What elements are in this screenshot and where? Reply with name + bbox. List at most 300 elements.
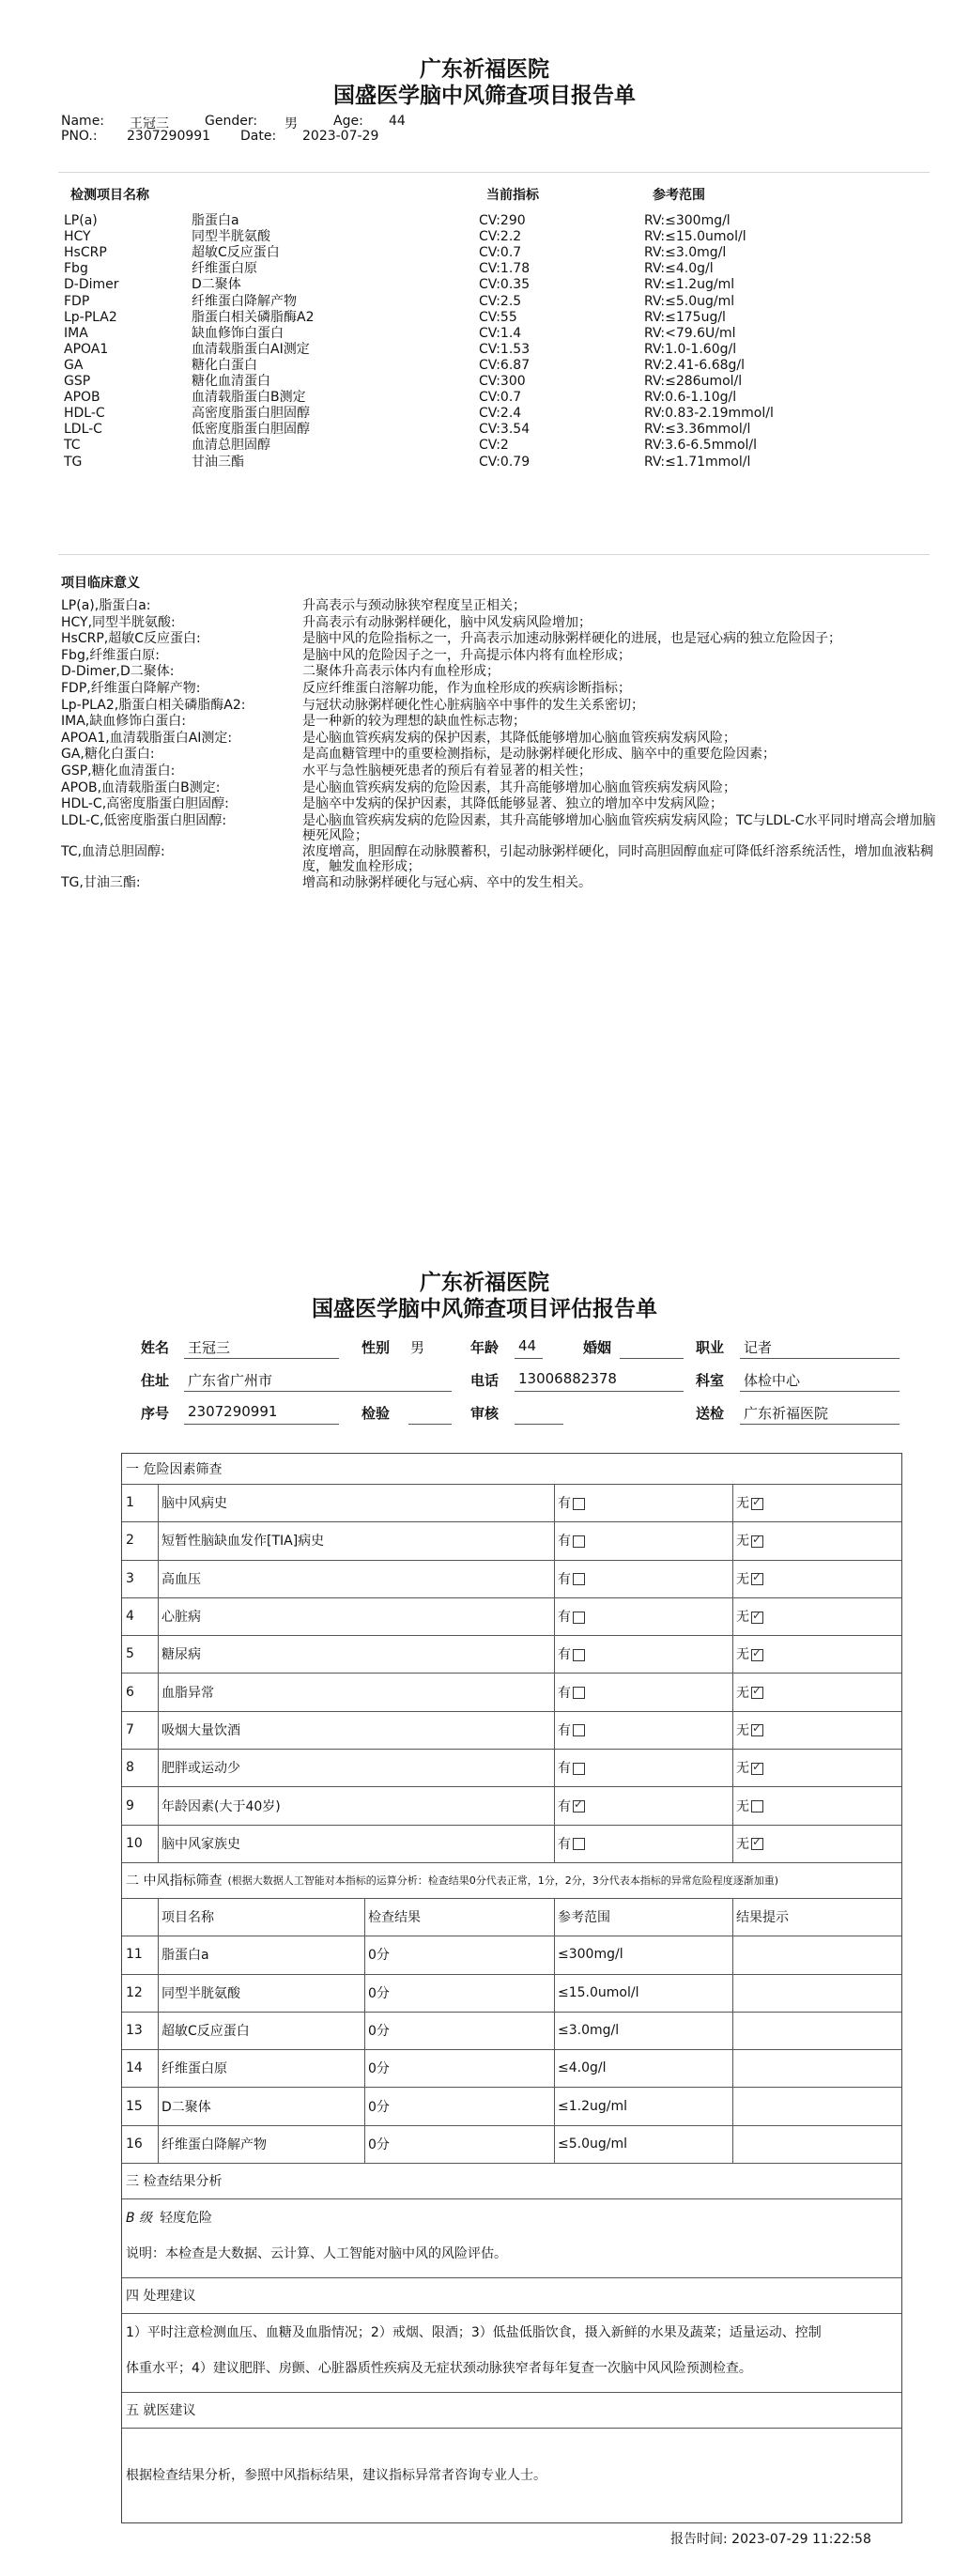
current-value: CV:55	[479, 309, 517, 325]
ind-no	[122, 2012, 158, 2049]
no-checkbox[interactable]	[751, 1800, 763, 1812]
yes-checkbox[interactable]	[573, 1838, 585, 1850]
ind-no	[122, 2088, 158, 2125]
indicator-header-row	[122, 1898, 901, 1936]
item-name: 低密度脂蛋白胆固醇	[192, 422, 310, 438]
ind-hint	[732, 1974, 901, 2012]
current-value: CV:0.7	[479, 245, 522, 261]
ind-result	[364, 2049, 552, 2087]
info-name-label: 姓名	[141, 1339, 170, 1356]
ind-ref	[554, 1936, 732, 1973]
meaning-text: 反应纤维蛋白溶解功能，作为血栓形成的疾病诊断指标；	[302, 681, 631, 696]
risk-no-option-text: 无	[736, 1798, 749, 1814]
no-checkbox[interactable]	[751, 1687, 763, 1699]
ind-hint	[732, 1936, 901, 1973]
risk-no-option	[732, 1786, 901, 1824]
risk-yes-text: 有	[558, 1534, 571, 1550]
meaning-key: TG,甘油三酯:	[61, 874, 141, 890]
item-name: 超敏C反应蛋白	[192, 245, 280, 261]
risk-row	[122, 1597, 901, 1636]
ind-ref	[554, 2088, 732, 2125]
item-code: Lp-PLA2	[64, 309, 117, 325]
reference-value: RV:0.6-1.10g/l	[644, 390, 737, 406]
risk-name-text: 年龄因素(大于40岁)	[162, 1798, 281, 1814]
item-code: LP(a)	[64, 213, 98, 228]
ind-col-result-text: 检查结果	[368, 1910, 421, 1926]
risk-no-option-text: 无	[736, 1647, 749, 1663]
indicator-row	[122, 2012, 901, 2050]
item-code: APOA1	[64, 341, 109, 357]
reference-value: RV:≤175ug/l	[644, 309, 726, 325]
risk-name	[158, 1484, 533, 1521]
ind-hint	[732, 2125, 901, 2163]
meaning-key: LDL-C,低密度脂蛋白胆固醇:	[61, 812, 227, 828]
info-phone-label: 电话	[470, 1372, 500, 1389]
divider	[58, 554, 930, 555]
risk-no-option	[732, 1635, 901, 1673]
risk-yes	[554, 1674, 732, 1711]
risk-row	[122, 1786, 901, 1825]
item-name: 血清载脂蛋白B测定	[192, 390, 306, 406]
risk-no-option-text: 无	[736, 1722, 749, 1738]
risk-no-option	[732, 1521, 901, 1559]
col-item-header: 检测项目名称	[70, 188, 149, 203]
current-value: CV:6.87	[479, 357, 531, 373]
meaning-key: FDP,纤维蛋白降解产物:	[61, 681, 201, 696]
risk-name-text: 脑中风家族史	[162, 1836, 240, 1852]
section-title-text: 五 就医建议	[126, 2403, 196, 2419]
risk-no-option-text: 无	[736, 1534, 749, 1550]
meaning-text: 二聚体升高表示体内有血栓形成；	[302, 664, 500, 680]
meaning-text: 升高表示与颈动脉狭窄程度呈正相关；	[302, 598, 526, 613]
risk-name-text: 肥胖或运动少	[162, 1761, 240, 1777]
item-code: TC	[64, 438, 81, 454]
meaning-text: 是脑卒中发病的保护因素，其降低能够显著、独立的增加卒中发病风险；	[302, 796, 723, 812]
item-name: 血清总胆固醇	[192, 438, 270, 454]
current-value: CV:3.54	[479, 422, 531, 438]
current-value: CV:1.53	[479, 341, 531, 357]
info-address-value: 广东省广州市	[188, 1372, 273, 1389]
risk-row	[122, 1825, 901, 1863]
ind-ref-text: ≤3.0mg/l	[558, 2023, 620, 2039]
ind-ref-text: ≤1.2ug/ml	[558, 2098, 627, 2114]
risk-yes	[554, 1560, 732, 1597]
risk-no-text: 1	[126, 1495, 134, 1511]
section-title-text: 二 中风指标筛查	[126, 1874, 223, 1889]
ind-col-name-text: 项目名称	[162, 1910, 214, 1926]
risk-no-option	[732, 1484, 901, 1521]
ind-no-text: 12	[126, 1984, 143, 2000]
reference-value: RV:2.41-6.68g/l	[644, 357, 746, 373]
item-name: 缺血修饰白蛋白	[192, 325, 284, 341]
risk-no	[122, 1635, 158, 1673]
meaning-key: LP(a),脂蛋白a:	[61, 598, 151, 613]
ind-result	[364, 2088, 552, 2125]
risk-no-option-text: 无	[736, 1761, 749, 1777]
indicator-row	[122, 2125, 901, 2164]
ind-name	[158, 2049, 364, 2087]
risk-no-option	[732, 1749, 901, 1786]
risk-yes	[554, 1786, 732, 1824]
risk-yes-text: 有	[558, 1496, 571, 1512]
info-serial-value: 2307290991	[188, 1403, 278, 1420]
risk-name-text: 糖尿病	[162, 1647, 201, 1663]
section-title	[122, 2392, 901, 2428]
item-name: 糖化血清蛋白	[192, 374, 270, 389]
item-code: LDL-C	[64, 422, 102, 438]
ind-name	[158, 2125, 364, 2163]
meaning-text: 是心脑血管疾病发病的保护因素，其降低能够增加心脑血管疾病发病风险；	[302, 730, 736, 746]
risk-no-text: 2	[126, 1533, 134, 1549]
risk-row	[122, 1711, 901, 1750]
yes-checkbox[interactable]	[573, 1724, 585, 1736]
risk-yes-text: 有	[558, 1722, 571, 1738]
section-title	[122, 1454, 901, 1484]
ind-name-text: 纤维蛋白原	[162, 2061, 227, 2077]
section-title-text: 一 危险因素筛查	[126, 1462, 223, 1477]
ind-name-text: 纤维蛋白降解产物	[162, 2136, 267, 2152]
ind-name-text: 超敏C反应蛋白	[162, 2024, 250, 2040]
item-name: 脂蛋白a	[192, 213, 239, 228]
ind-hint	[732, 2012, 901, 2049]
section-title	[122, 2163, 901, 2198]
info-dept-label: 科室	[696, 1372, 725, 1389]
ind-name	[158, 2012, 364, 2049]
risk-yes	[554, 1597, 732, 1635]
meaning-text: 水平与急性脑梗死患者的预后有着显著的相关性；	[302, 764, 592, 779]
item-code: HDL-C	[64, 406, 105, 422]
risk-no-option	[732, 1825, 901, 1862]
assessment-table	[121, 1453, 902, 2523]
info-marriage-label: 婚姻	[583, 1339, 612, 1356]
ind-no	[122, 2125, 158, 2163]
info-gender-value: 男	[410, 1339, 425, 1356]
ind-ref-text: ≤300mg/l	[558, 1947, 623, 1963]
no-checkbox[interactable]	[751, 1535, 763, 1548]
age-label: Age:	[333, 114, 363, 129]
ind-no	[122, 2049, 158, 2087]
meaning-text: 浓度增高，胆固醇在动脉膜蓄积，引起动脉粥样硬化，同时高胆固醇血症可降低纤溶系统活性，增加血液粘稠度，触发血栓形成；	[302, 843, 933, 874]
item-code: GSP	[64, 374, 91, 389]
info-dept-value: 体检中心	[744, 1372, 801, 1389]
current-value: CV:0.7	[479, 390, 522, 406]
meaning-key: HsCRP,超敏C反应蛋白:	[61, 631, 201, 647]
yes-checkbox[interactable]	[573, 1573, 585, 1585]
yes-checkbox[interactable]	[573, 1649, 585, 1661]
current-value: CV:2.5	[479, 293, 522, 309]
ind-col-result	[364, 1898, 552, 1936]
ind-no	[122, 1974, 158, 2012]
ind-result-text: 0分	[368, 1985, 390, 2001]
current-value: CV:2.2	[479, 229, 522, 245]
ind-col-name	[158, 1898, 364, 1936]
info-serial-label: 序号	[141, 1405, 170, 1422]
risk-yes-text: 有	[558, 1647, 571, 1663]
no-checkbox[interactable]	[751, 1724, 763, 1736]
info-name-value: 王冠三	[188, 1339, 231, 1356]
meaning-key: HDL-C,高密度脂蛋白胆固醇:	[61, 796, 229, 812]
risk-name	[158, 1635, 533, 1673]
ind-name-text: D二聚体	[162, 2099, 211, 2115]
hospital-name-2: 广东祈福医院	[420, 1271, 549, 1295]
risk-row	[122, 1560, 901, 1598]
current-value: CV:1.78	[479, 261, 531, 277]
risk-name	[158, 1786, 533, 1824]
yes-checkbox[interactable]	[573, 1800, 585, 1812]
info-age-value: 44	[518, 1337, 537, 1354]
reference-value: RV:≤1.2ug/ml	[644, 277, 735, 293]
risk-no	[122, 1749, 158, 1786]
analysis-block	[122, 2198, 901, 2278]
meaning-key: IMA,缺血修饰白蛋白:	[61, 714, 186, 730]
risk-no-option-text: 无	[736, 1610, 749, 1626]
item-name: 高密度脂蛋白胆固醇	[192, 406, 310, 422]
risk-yes	[554, 1711, 732, 1749]
risk-name	[158, 1674, 533, 1711]
risk-yes-text: 有	[558, 1571, 571, 1587]
risk-yes	[554, 1749, 732, 1786]
item-name: D二聚体	[192, 277, 241, 293]
ind-ref-text: ≤15.0umol/l	[558, 1984, 639, 2000]
risk-no-option-text: 无	[736, 1685, 749, 1701]
reference-value: RV:<79.6U/ml	[644, 325, 736, 341]
risk-name	[158, 1560, 533, 1597]
meaning-text: 是脑中风的危险因子之一，升高提示体内将有血栓形成；	[302, 647, 631, 663]
ind-result-text: 0分	[368, 2136, 390, 2152]
ind-col-hint	[732, 1898, 901, 1936]
gender-value: 男	[285, 116, 298, 131]
risk-row	[122, 1521, 901, 1560]
medical-advice-row	[122, 2428, 901, 2521]
ind-name-text: 同型半胱氨酸	[162, 1985, 240, 2001]
reference-value: RV:≤15.0umol/l	[644, 229, 746, 245]
risk-grade	[126, 2208, 212, 2227]
risk-row	[122, 1484, 901, 1522]
risk-no-option	[732, 1560, 901, 1597]
meaning-text: 是一种新的较为理想的缺血性标志物；	[302, 714, 526, 730]
meaning-key: GSP,糖化血清蛋白:	[61, 764, 176, 779]
ind-ref-text: ≤5.0ug/ml	[558, 2136, 627, 2152]
meaning-key: Lp-PLA2,脂蛋白相关磷脂酶A2:	[61, 697, 246, 713]
no-checkbox[interactable]	[751, 1573, 763, 1585]
risk-yes	[554, 1521, 732, 1559]
risk-no	[122, 1674, 158, 1711]
no-checkbox[interactable]	[751, 1763, 763, 1775]
yes-checkbox[interactable]	[573, 1687, 585, 1699]
no-checkbox[interactable]	[751, 1649, 763, 1661]
meaning-key: APOB,血清载脂蛋白B测定:	[61, 779, 221, 795]
report-title-2: 国盛医学脑中风筛查项目评估报告单	[312, 1297, 657, 1321]
ind-result-text: 0分	[368, 2061, 390, 2077]
ind-no-text: 13	[126, 2023, 143, 2039]
grade-text: 轻度危险	[160, 2211, 213, 2227]
info-age-label: 年龄	[470, 1339, 500, 1356]
risk-no-option-text: 无	[736, 1496, 749, 1512]
reference-value: RV:≤300mg/l	[644, 213, 731, 228]
risk-row	[122, 1635, 901, 1674]
risk-no-text: 4	[126, 1609, 134, 1625]
name-value: 王冠三	[130, 116, 169, 131]
risk-name	[158, 1749, 533, 1786]
report-time: 报告时间: 2023-07-29 11:22:58	[670, 2532, 871, 2547]
meaning-key: D-Dimer,D二聚体:	[61, 664, 175, 680]
item-code: HCY	[64, 229, 91, 245]
ind-name	[158, 1974, 364, 2012]
risk-no-text: 10	[126, 1835, 143, 1851]
current-value: CV:1.4	[479, 325, 522, 341]
ind-col-ref-text: 参考范围	[558, 1910, 610, 1926]
current-value: CV:2.4	[479, 406, 522, 422]
ind-name-text: 脂蛋白a	[162, 1948, 209, 1964]
item-code: IMA	[64, 325, 88, 341]
risk-name	[158, 1597, 533, 1635]
advice-line: 体重水平；4）建议肥胖、房颤、心脏器质性疾病及无症状颈动脉狭窄者每年复查一次脑中风风险预测检查。	[126, 2361, 752, 2377]
reference-value: RV:0.83-2.19mmol/l	[644, 406, 774, 422]
col-current-header: 当前指标	[486, 188, 539, 203]
risk-name-text: 心脏病	[162, 1610, 201, 1626]
ind-hint	[732, 2049, 901, 2087]
current-value: CV:0.35	[479, 277, 531, 293]
ind-ref-text: ≤4.0g/l	[558, 2060, 607, 2076]
section-title	[122, 2277, 901, 2313]
ind-ref	[554, 1974, 732, 2012]
advice-block	[122, 2313, 901, 2393]
risk-no	[122, 1711, 158, 1749]
indicator-row	[122, 1936, 901, 1974]
section-indicator-title	[122, 1862, 901, 1899]
item-code: APOB	[64, 390, 100, 406]
risk-no-option	[732, 1711, 901, 1749]
ind-result	[364, 1936, 552, 1973]
no-checkbox[interactable]	[751, 1612, 763, 1624]
info-phone-value: 13006882378	[518, 1370, 617, 1387]
ind-no-text: 15	[126, 2098, 143, 2114]
risk-yes-text: 有	[558, 1836, 571, 1852]
advice-line: 1）平时注意检测血压、血糖及血脂情况；2）戒烟、限酒；3）低盐低脂饮食，摄入新鲜的水果及蔬菜；适量运动、控制	[126, 2325, 822, 2341]
yes-checkbox[interactable]	[573, 1763, 585, 1775]
meaning-text: 是心脑血管疾病发病的危险因素，其升高能够增加心脑血管疾病发病风险；	[302, 779, 736, 795]
hospital-name: 广东祈福医院	[420, 57, 549, 82]
indicator-row	[122, 1974, 901, 2013]
indicator-row	[122, 2049, 901, 2088]
ind-result-text: 0分	[368, 2099, 390, 2115]
info-review-label: 审核	[470, 1405, 500, 1422]
item-name: 甘油三酯	[192, 454, 244, 470]
yes-checkbox[interactable]	[573, 1498, 585, 1510]
meaning-title: 项目临床意义	[61, 576, 140, 591]
item-code: GA	[64, 357, 84, 373]
item-code: FDP	[64, 293, 90, 309]
no-checkbox[interactable]	[751, 1838, 763, 1850]
current-value: CV:290	[479, 213, 526, 228]
item-code: D-Dimer	[64, 277, 119, 293]
risk-name-text: 血脂异常	[162, 1685, 214, 1701]
section-analysis-title	[122, 2163, 901, 2199]
risk-yes-text: 有	[558, 1761, 571, 1777]
ind-name	[158, 1936, 364, 1973]
item-name: 糖化白蛋白	[192, 357, 257, 373]
risk-yes-text: 有	[558, 1610, 571, 1626]
item-name: 纤维蛋白原	[192, 261, 257, 277]
divider	[58, 172, 930, 173]
indicator-row	[122, 2088, 901, 2126]
ind-ref	[554, 2049, 732, 2087]
item-code: HsCRP	[64, 245, 107, 261]
info-inspect-label: 检验	[361, 1405, 391, 1422]
ind-result	[364, 1974, 552, 2012]
ind-ref	[554, 2012, 732, 2049]
item-code: TG	[64, 454, 83, 470]
ind-no-text: 16	[126, 2136, 143, 2152]
risk-name-text: 短暂性脑缺血发作[TIA]病史	[162, 1534, 325, 1550]
info-address-label: 住址	[141, 1372, 170, 1389]
reference-value: RV:≤5.0ug/ml	[644, 293, 735, 309]
risk-yes	[554, 1484, 732, 1521]
risk-yes	[554, 1825, 732, 1862]
section-note: (根据大数据人工智能对本指标的运算分析：检查结果0分代表正常，1分，2分，3分代表本指标的异常危险程度逐渐加重)	[227, 1874, 779, 1887]
ind-result	[364, 2012, 552, 2049]
info-gender-label: 性别	[361, 1339, 391, 1356]
ind-result	[364, 2125, 552, 2163]
risk-no-option-text: 无	[736, 1571, 749, 1587]
risk-no-option-text: 无	[736, 1836, 749, 1852]
current-value: CV:300	[479, 374, 526, 389]
current-value: CV:0.79	[479, 454, 531, 470]
ind-no-text: 14	[126, 2060, 143, 2076]
analysis-text: 说明：本检查是大数据、云计算、人工智能对脑中风的风险评估。	[126, 2246, 507, 2262]
name-label: Name:	[61, 114, 105, 129]
risk-no	[122, 1521, 158, 1559]
risk-yes-text: 有	[558, 1798, 571, 1814]
section-title	[122, 1862, 901, 1898]
date-label: Date:	[240, 129, 277, 144]
meaning-text: 是高血糖管理中的重要检测指标，是动脉粥样硬化形成、脑卒中的重要危险因素；	[302, 747, 776, 763]
risk-name-text: 高血压	[162, 1571, 201, 1587]
reference-value: RV:≤3.0mg/l	[644, 245, 727, 261]
ind-no-text: 11	[126, 1947, 143, 1963]
reference-value: RV:3.6-6.5mmol/l	[644, 438, 758, 454]
risk-row	[122, 1749, 901, 1787]
reference-value: RV:≤286umol/l	[644, 374, 743, 389]
risk-no-option	[732, 1597, 901, 1635]
ind-col-hint-text: 结果提示	[736, 1910, 789, 1926]
risk-no-text: 3	[126, 1570, 134, 1586]
ind-result-text: 0分	[368, 1948, 390, 1964]
risk-no-text: 7	[126, 1721, 134, 1737]
meaning-text: 是脑中风的危险指标之一，升高表示加速动脉粥样硬化的进展，也是冠心病的独立危险因子；	[302, 631, 841, 647]
no-checkbox[interactable]	[751, 1498, 763, 1510]
yes-checkbox[interactable]	[573, 1612, 585, 1624]
risk-name	[158, 1521, 533, 1559]
meaning-key: TC,血清总胆固醇:	[61, 843, 165, 859]
info-send-value: 广东祈福医院	[744, 1405, 829, 1422]
ind-no	[122, 1936, 158, 1973]
meaning-key: HCY,同型半胱氨酸:	[61, 614, 176, 630]
risk-yes-text: 有	[558, 1685, 571, 1701]
date-value: 2023-07-29	[302, 129, 379, 144]
yes-checkbox[interactable]	[573, 1535, 585, 1548]
section-title-text: 三 检查结果分析	[126, 2174, 223, 2190]
item-name: 纤维蛋白降解产物	[192, 293, 297, 309]
reference-value: RV:≤1.71mmol/l	[644, 454, 751, 470]
risk-no-text: 5	[126, 1646, 134, 1662]
info-job-label: 职业	[696, 1339, 725, 1356]
risk-no	[122, 1560, 158, 1597]
meaning-text: 是心脑血管疾病发病的危险因素，其升高能够增加心脑血管疾病发病风险；TC与LDL-C水平同时增高会增加脑梗死风险；	[302, 812, 936, 843]
reference-value: RV:≤4.0g/l	[644, 261, 714, 277]
section-title-text: 四 处理建议	[126, 2289, 196, 2305]
meaning-key: GA,糖化白蛋白:	[61, 747, 155, 763]
